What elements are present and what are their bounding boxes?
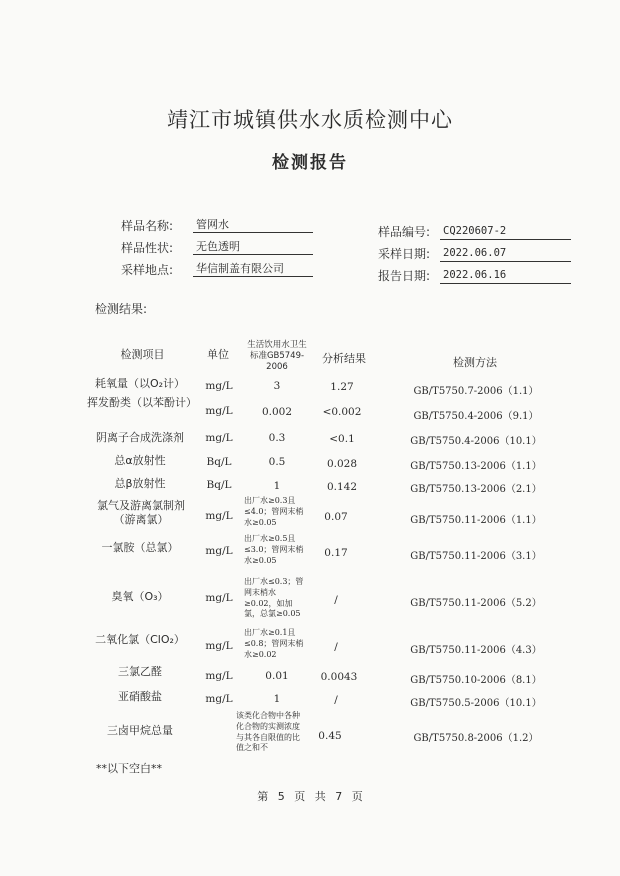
pager-mid: 页 共 bbox=[294, 790, 326, 803]
row-6-item: 氯气及游离氯制剂（游离氯） bbox=[97, 499, 185, 526]
pager-total: 7 bbox=[335, 790, 343, 803]
row-9-unit: mg/L bbox=[205, 640, 233, 652]
row-5-method: GB/T5750.13-2006（2.1） bbox=[410, 484, 542, 495]
row-7-item: 一氯胺（总氯） bbox=[101, 541, 179, 554]
sample-no-label: 样品编号: bbox=[378, 225, 431, 239]
row-2-item: 挥发酚类（以苯酚计） bbox=[87, 396, 197, 409]
row-2-unit: mg/L bbox=[205, 405, 233, 417]
row-8-unit: mg/L bbox=[205, 592, 233, 604]
row-3-standard: 0.3 bbox=[268, 432, 286, 444]
report-date-value: 2022.06.16 bbox=[440, 268, 571, 284]
row-6-method: GB/T5750.11-2006（1.1） bbox=[410, 515, 542, 526]
page-title: 靖江市城镇供水水质检测中心 bbox=[167, 108, 453, 132]
row-11-unit: mg/L bbox=[205, 693, 233, 705]
page-number bbox=[0, 788, 620, 804]
sample-date-value: 2022.06.07 bbox=[440, 246, 571, 262]
row-7-unit: mg/L bbox=[205, 545, 233, 557]
row-8-item: 臭氧（O₃） bbox=[111, 590, 169, 603]
row-9-standard: 出厂水≥0.1且≤0.8；管网末梢水≥0.02 bbox=[244, 628, 304, 659]
row-6-unit: mg/L bbox=[205, 510, 233, 522]
row-4-result: 0.028 bbox=[326, 458, 358, 470]
row-11-item: 亚硝酸盐 bbox=[118, 690, 162, 703]
header-item: 检测项目 bbox=[120, 348, 165, 361]
row-9-item: 二氧化氯（ClO₂） bbox=[95, 633, 185, 646]
row-10-method: GB/T5750.10-2006（8.1） bbox=[410, 675, 542, 686]
row-8-standard: 出厂水≤0.3；管网末梢水≥0.02，如加氯，总氯≥0.05 bbox=[244, 577, 304, 619]
sample-state-value: 无色透明 bbox=[193, 239, 313, 255]
row-7-method: GB/T5750.11-2006（3.1） bbox=[410, 551, 542, 562]
report-date-label: 报告日期: bbox=[378, 269, 431, 283]
row-5-result: 0.142 bbox=[326, 481, 358, 493]
row-3-item: 阴离子合成洗涤剂 bbox=[96, 431, 184, 444]
sample-state-label: 样品性状: bbox=[121, 241, 174, 255]
row-8-method: GB/T5750.11-2006（5.2） bbox=[410, 598, 542, 609]
row-10-unit: mg/L bbox=[205, 670, 233, 682]
row-6-standard: 出厂水≥0.3且≤4.0；管网末梢水≥0.05 bbox=[244, 496, 304, 527]
row-4-item: 总α放射性 bbox=[114, 454, 166, 467]
header-result: 分析结果 bbox=[322, 352, 366, 365]
end-of-content-note: **以下空白** bbox=[96, 762, 162, 775]
row-9-method: GB/T5750.11-2006（4.3） bbox=[410, 645, 542, 656]
row-7-result: 0.17 bbox=[324, 547, 348, 559]
row-3-method: GB/T5750.4-2006（10.1） bbox=[410, 436, 542, 447]
row-11-method: GB/T5750.5-2006（10.1） bbox=[410, 698, 542, 709]
results-label: 检测结果: bbox=[95, 302, 148, 316]
sample-no-value: CQ220607-2 bbox=[440, 224, 571, 240]
row-10-result: 0.0043 bbox=[320, 671, 358, 683]
sample-site-label: 采样地点: bbox=[121, 263, 174, 277]
row-4-standard: 0.5 bbox=[268, 456, 286, 468]
row-5-standard: 1 bbox=[273, 480, 281, 492]
pager-prefix: 第 bbox=[257, 790, 269, 803]
header-unit: 单位 bbox=[207, 348, 229, 361]
row-1-standard: 3 bbox=[273, 380, 281, 392]
row-10-standard: 0.01 bbox=[265, 670, 289, 682]
row-12-method: GB/T5750.8-2006（1.2） bbox=[413, 733, 539, 744]
header-method: 检测方法 bbox=[453, 356, 497, 369]
row-1-method: GB/T5750.7-2006（1.1） bbox=[413, 386, 539, 397]
row-2-method: GB/T5750.4-2006（9.1） bbox=[413, 411, 539, 422]
row-12-item: 三卤甲烷总量 bbox=[107, 724, 173, 737]
header-standard: 生活饮用水卫生标准GB5749-2006 bbox=[247, 340, 307, 373]
sample-name-value: 管网水 bbox=[193, 217, 313, 233]
row-1-result: 1.27 bbox=[330, 381, 354, 393]
row-3-unit: mg/L bbox=[205, 432, 233, 444]
row-8-result: / bbox=[334, 594, 338, 606]
row-2-standard: 0.002 bbox=[261, 406, 293, 418]
sample-name-label: 样品名称: bbox=[121, 219, 174, 233]
row-1-item: 耗氧量（以O₂计） bbox=[94, 377, 186, 390]
row-9-result: / bbox=[334, 641, 338, 653]
row-7-standard: 出厂水≥0.5且≤3.0；管网末梢水≥0.05 bbox=[244, 534, 304, 565]
row-12-result: 0.45 bbox=[318, 730, 342, 742]
pager-suffix: 页 bbox=[351, 790, 363, 803]
sample-date-label: 采样日期: bbox=[378, 247, 431, 261]
row-2-result: <0.002 bbox=[322, 406, 362, 418]
sample-site-value: 华信制盖有限公司 bbox=[193, 261, 313, 277]
row-6-result: 0.07 bbox=[324, 511, 348, 523]
row-1-unit: mg/L bbox=[205, 380, 233, 392]
row-11-standard: 1 bbox=[273, 693, 281, 705]
row-4-method: GB/T5750.13-2006（1.1） bbox=[410, 461, 542, 472]
row-12-standard: 该类化合物中各种化合物的实测浓度与其各自限值的比值之和不 bbox=[236, 711, 300, 753]
pager-current: 5 bbox=[277, 790, 285, 803]
row-3-result: <0.1 bbox=[329, 433, 355, 445]
row-10-item: 三氯乙醛 bbox=[118, 665, 162, 678]
row-5-item: 总β放射性 bbox=[114, 477, 166, 490]
row-5-unit: Bq/L bbox=[206, 479, 232, 491]
report-subtitle: 检测报告 bbox=[272, 153, 348, 173]
row-11-result: / bbox=[334, 694, 338, 706]
row-4-unit: Bq/L bbox=[206, 456, 232, 468]
